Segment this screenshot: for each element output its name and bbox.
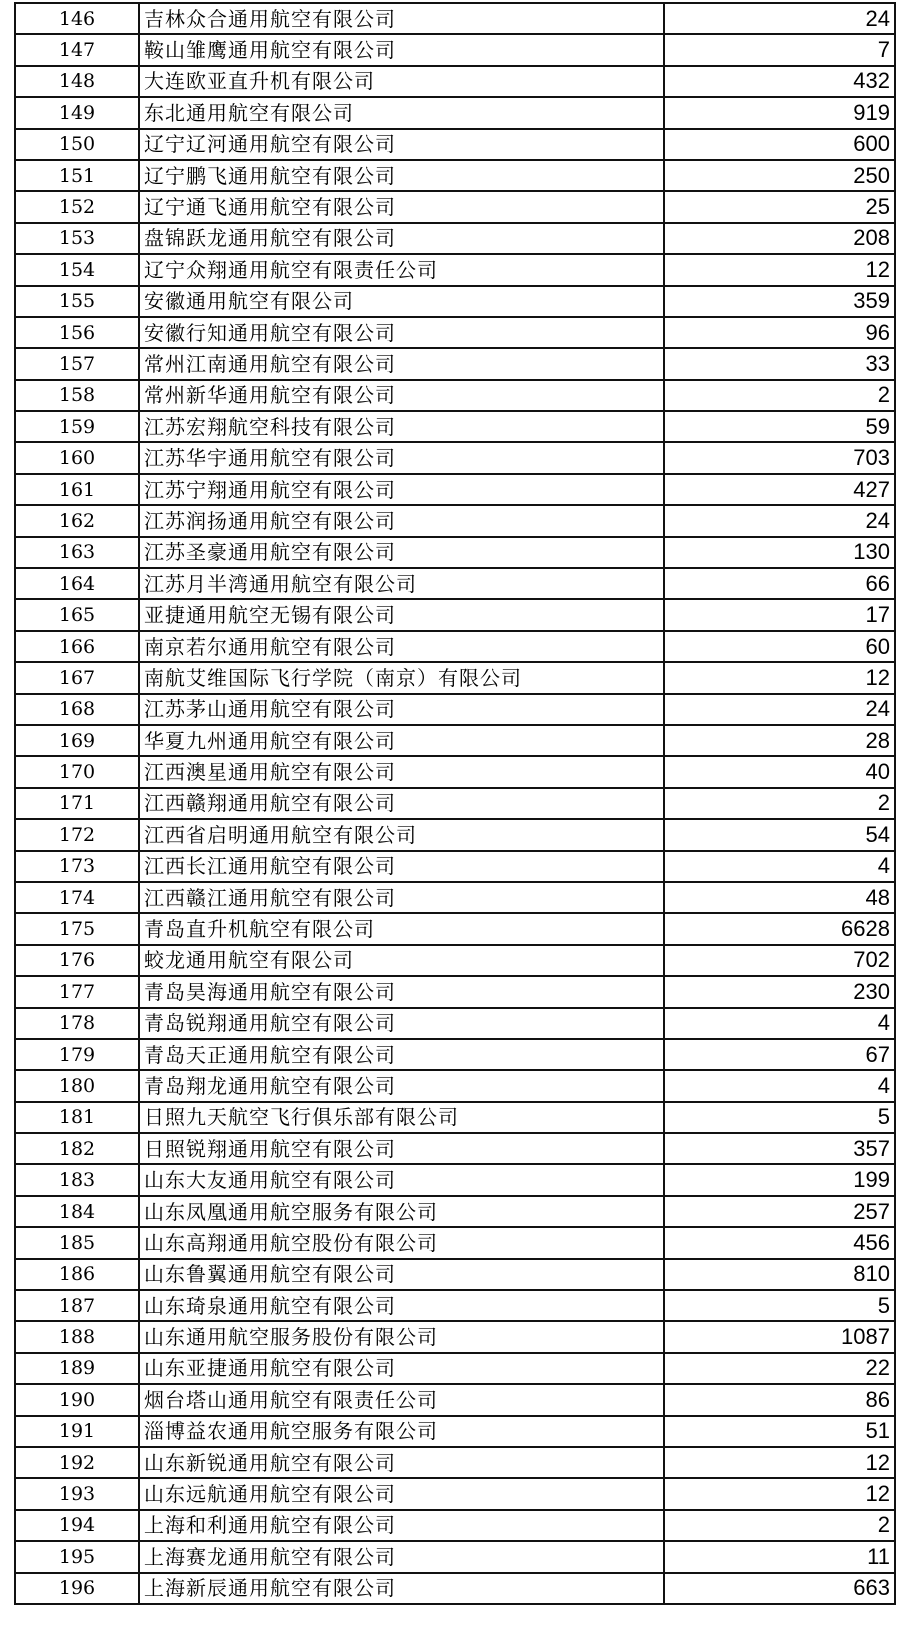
row-index-cell: 165 — [15, 599, 139, 630]
data-table — [14, 2, 896, 1605]
company-name-cell: 南京若尔通用航空有限公司 — [139, 631, 664, 662]
value-cell: 33 — [664, 348, 895, 379]
company-name-cell: 青岛直升机航空有限公司 — [139, 913, 664, 944]
row-index-cell: 186 — [15, 1259, 139, 1290]
table-row — [15, 1541, 895, 1572]
value-cell: 208 — [664, 223, 895, 254]
table-row — [15, 1447, 895, 1478]
row-index-cell: 166 — [15, 631, 139, 662]
company-name-cell: 江西省启明通用航空有限公司 — [139, 819, 664, 850]
company-name-cell: 安徽通用航空有限公司 — [139, 286, 664, 317]
value-cell: 432 — [664, 66, 895, 97]
value-cell: 12 — [664, 662, 895, 693]
row-index-cell: 190 — [15, 1384, 139, 1415]
company-name-cell: 江苏华宇通用航空有限公司 — [139, 442, 664, 473]
value-cell: 4 — [664, 1008, 895, 1039]
company-name-cell: 江西澳星通用航空有限公司 — [139, 756, 664, 787]
company-name-cell: 山东高翔通用航空股份有限公司 — [139, 1227, 664, 1258]
value-cell: 24 — [664, 694, 895, 725]
company-name-cell: 辽宁通飞通用航空有限公司 — [139, 191, 664, 222]
table-row — [15, 537, 895, 568]
company-name-cell: 上海新辰通用航空有限公司 — [139, 1573, 664, 1604]
row-index-cell: 149 — [15, 97, 139, 128]
company-name-cell: 山东琦泉通用航空有限公司 — [139, 1290, 664, 1321]
table-row — [15, 1290, 895, 1321]
value-cell: 51 — [664, 1416, 895, 1447]
table-row — [15, 913, 895, 944]
row-index-cell: 180 — [15, 1070, 139, 1101]
company-name-cell: 江苏宏翔航空科技有限公司 — [139, 411, 664, 442]
value-cell: 5 — [664, 1102, 895, 1133]
table-row — [15, 34, 895, 65]
company-name-cell: 山东凤凰通用航空服务有限公司 — [139, 1196, 664, 1227]
company-name-cell: 青岛翔龙通用航空有限公司 — [139, 1070, 664, 1101]
company-name-cell: 辽宁鹏飞通用航空有限公司 — [139, 160, 664, 191]
company-name-cell: 常州江南通用航空有限公司 — [139, 348, 664, 379]
company-name-cell: 青岛天正通用航空有限公司 — [139, 1039, 664, 1070]
row-index-cell: 174 — [15, 882, 139, 913]
row-index-cell: 168 — [15, 694, 139, 725]
table-row — [15, 66, 895, 97]
row-index-cell: 150 — [15, 129, 139, 160]
table-row — [15, 1321, 895, 1352]
value-cell: 96 — [664, 317, 895, 348]
row-index-cell: 156 — [15, 317, 139, 348]
value-cell: 12 — [664, 1447, 895, 1478]
company-name-cell: 江苏圣豪通用航空有限公司 — [139, 537, 664, 568]
table-row — [15, 223, 895, 254]
company-name-cell: 烟台塔山通用航空有限责任公司 — [139, 1384, 664, 1415]
row-index-cell: 147 — [15, 34, 139, 65]
company-name-cell: 青岛锐翔通用航空有限公司 — [139, 1008, 664, 1039]
company-name-cell: 盘锦跃龙通用航空有限公司 — [139, 223, 664, 254]
table-row — [15, 1070, 895, 1101]
value-cell: 24 — [664, 3, 895, 34]
company-name-cell: 山东通用航空服务股份有限公司 — [139, 1321, 664, 1352]
table-row — [15, 191, 895, 222]
table-row — [15, 1259, 895, 1290]
value-cell: 357 — [664, 1133, 895, 1164]
row-index-cell: 192 — [15, 1447, 139, 1478]
company-name-cell: 常州新华通用航空有限公司 — [139, 380, 664, 411]
value-cell: 40 — [664, 756, 895, 787]
company-name-cell: 山东亚捷通用航空有限公司 — [139, 1353, 664, 1384]
company-name-cell: 南航艾维国际飞行学院（南京）有限公司 — [139, 662, 664, 693]
value-cell: 2 — [664, 788, 895, 819]
row-index-cell: 191 — [15, 1416, 139, 1447]
table-row — [15, 3, 895, 34]
row-index-cell: 173 — [15, 851, 139, 882]
table-row — [15, 1478, 895, 1509]
table-row — [15, 1227, 895, 1258]
table-row — [15, 317, 895, 348]
row-index-cell: 188 — [15, 1321, 139, 1352]
company-name-cell: 淄博益农通用航空服务有限公司 — [139, 1416, 664, 1447]
row-index-cell: 172 — [15, 819, 139, 850]
table-row — [15, 945, 895, 976]
row-index-cell: 161 — [15, 474, 139, 505]
table-row — [15, 348, 895, 379]
table-row — [15, 1164, 895, 1195]
table-row — [15, 1416, 895, 1447]
table-row — [15, 1510, 895, 1541]
table-row — [15, 160, 895, 191]
value-cell: 810 — [664, 1259, 895, 1290]
value-cell: 702 — [664, 945, 895, 976]
row-index-cell: 154 — [15, 254, 139, 285]
company-name-cell: 江苏月半湾通用航空有限公司 — [139, 568, 664, 599]
table-row — [15, 286, 895, 317]
value-cell: 67 — [664, 1039, 895, 1070]
table-row — [15, 1102, 895, 1133]
company-name-cell: 蛟龙通用航空有限公司 — [139, 945, 664, 976]
company-name-cell: 大连欧亚直升机有限公司 — [139, 66, 664, 97]
value-cell: 427 — [664, 474, 895, 505]
company-name-cell: 鞍山雏鹰通用航空有限公司 — [139, 34, 664, 65]
value-cell: 6628 — [664, 913, 895, 944]
value-cell: 48 — [664, 882, 895, 913]
value-cell: 600 — [664, 129, 895, 160]
value-cell: 230 — [664, 976, 895, 1007]
row-index-cell: 193 — [15, 1478, 139, 1509]
value-cell: 199 — [664, 1164, 895, 1195]
company-name-cell: 江苏宁翔通用航空有限公司 — [139, 474, 664, 505]
value-cell: 663 — [664, 1573, 895, 1604]
row-index-cell: 189 — [15, 1353, 139, 1384]
row-index-cell: 153 — [15, 223, 139, 254]
value-cell: 2 — [664, 380, 895, 411]
value-cell: 86 — [664, 1384, 895, 1415]
company-name-cell: 安徽行知通用航空有限公司 — [139, 317, 664, 348]
row-index-cell: 146 — [15, 3, 139, 34]
table-row — [15, 568, 895, 599]
table-row — [15, 725, 895, 756]
company-name-cell: 江西赣江通用航空有限公司 — [139, 882, 664, 913]
value-cell: 11 — [664, 1541, 895, 1572]
row-index-cell: 185 — [15, 1227, 139, 1258]
table-row — [15, 631, 895, 662]
table-row — [15, 694, 895, 725]
value-cell: 66 — [664, 568, 895, 599]
row-index-cell: 171 — [15, 788, 139, 819]
value-cell: 250 — [664, 160, 895, 191]
row-index-cell: 182 — [15, 1133, 139, 1164]
company-name-cell: 上海赛龙通用航空有限公司 — [139, 1541, 664, 1572]
company-name-cell: 青岛昊海通用航空有限公司 — [139, 976, 664, 1007]
company-name-cell: 上海和利通用航空有限公司 — [139, 1510, 664, 1541]
table-row — [15, 1573, 895, 1604]
value-cell: 130 — [664, 537, 895, 568]
value-cell: 703 — [664, 442, 895, 473]
value-cell: 59 — [664, 411, 895, 442]
table-row — [15, 851, 895, 882]
row-index-cell: 169 — [15, 725, 139, 756]
value-cell: 2 — [664, 1510, 895, 1541]
table-row — [15, 1133, 895, 1164]
row-index-cell: 160 — [15, 442, 139, 473]
company-name-cell: 江苏茅山通用航空有限公司 — [139, 694, 664, 725]
table-row — [15, 380, 895, 411]
row-index-cell: 176 — [15, 945, 139, 976]
value-cell: 359 — [664, 286, 895, 317]
company-name-cell: 山东新锐通用航空有限公司 — [139, 1447, 664, 1478]
value-cell: 4 — [664, 851, 895, 882]
table-row — [15, 1353, 895, 1384]
row-index-cell: 164 — [15, 568, 139, 599]
row-index-cell: 170 — [15, 756, 139, 787]
value-cell: 17 — [664, 599, 895, 630]
value-cell: 456 — [664, 1227, 895, 1258]
table-row — [15, 788, 895, 819]
table-row — [15, 1196, 895, 1227]
value-cell: 257 — [664, 1196, 895, 1227]
company-name-cell: 日照九天航空飞行俱乐部有限公司 — [139, 1102, 664, 1133]
table-row — [15, 819, 895, 850]
value-cell: 12 — [664, 254, 895, 285]
value-cell: 24 — [664, 505, 895, 536]
table-row — [15, 129, 895, 160]
value-cell: 5 — [664, 1290, 895, 1321]
table-row — [15, 505, 895, 536]
company-name-cell: 东北通用航空有限公司 — [139, 97, 664, 128]
table-row — [15, 1384, 895, 1415]
row-index-cell: 187 — [15, 1290, 139, 1321]
company-name-cell: 江苏润扬通用航空有限公司 — [139, 505, 664, 536]
row-index-cell: 179 — [15, 1039, 139, 1070]
table-row — [15, 756, 895, 787]
table-row — [15, 411, 895, 442]
table-row — [15, 976, 895, 1007]
table-row — [15, 474, 895, 505]
value-cell: 54 — [664, 819, 895, 850]
value-cell: 25 — [664, 191, 895, 222]
row-index-cell: 158 — [15, 380, 139, 411]
row-index-cell: 181 — [15, 1102, 139, 1133]
row-index-cell: 159 — [15, 411, 139, 442]
company-name-cell: 江西长江通用航空有限公司 — [139, 851, 664, 882]
company-name-cell: 山东大友通用航空有限公司 — [139, 1164, 664, 1195]
value-cell: 7 — [664, 34, 895, 65]
table-row — [15, 882, 895, 913]
table-row — [15, 599, 895, 630]
company-name-cell: 山东鲁翼通用航空有限公司 — [139, 1259, 664, 1290]
company-name-cell: 山东远航通用航空有限公司 — [139, 1478, 664, 1509]
company-name-cell: 江西赣翔通用航空有限公司 — [139, 788, 664, 819]
row-index-cell: 155 — [15, 286, 139, 317]
row-index-cell: 175 — [15, 913, 139, 944]
table-body — [15, 3, 895, 1604]
value-cell: 1087 — [664, 1321, 895, 1352]
table-row — [15, 442, 895, 473]
company-name-cell: 华夏九州通用航空有限公司 — [139, 725, 664, 756]
row-index-cell: 195 — [15, 1541, 139, 1572]
value-cell: 28 — [664, 725, 895, 756]
row-index-cell: 163 — [15, 537, 139, 568]
row-index-cell: 148 — [15, 66, 139, 97]
table-row — [15, 1008, 895, 1039]
table-row — [15, 662, 895, 693]
value-cell: 60 — [664, 631, 895, 662]
value-cell: 919 — [664, 97, 895, 128]
company-name-cell: 日照锐翔通用航空有限公司 — [139, 1133, 664, 1164]
row-index-cell: 183 — [15, 1164, 139, 1195]
table-row — [15, 97, 895, 128]
row-index-cell: 152 — [15, 191, 139, 222]
table-row — [15, 1039, 895, 1070]
company-name-cell: 辽宁众翔通用航空有限责任公司 — [139, 254, 664, 285]
data-table-container — [14, 2, 894, 1605]
company-name-cell: 辽宁辽河通用航空有限公司 — [139, 129, 664, 160]
row-index-cell: 196 — [15, 1573, 139, 1604]
table-row — [15, 254, 895, 285]
row-index-cell: 178 — [15, 1008, 139, 1039]
row-index-cell: 151 — [15, 160, 139, 191]
row-index-cell: 194 — [15, 1510, 139, 1541]
row-index-cell: 167 — [15, 662, 139, 693]
row-index-cell: 177 — [15, 976, 139, 1007]
company-name-cell: 吉林众合通用航空有限公司 — [139, 3, 664, 34]
row-index-cell: 157 — [15, 348, 139, 379]
value-cell: 4 — [664, 1070, 895, 1101]
company-name-cell: 亚捷通用航空无锡有限公司 — [139, 599, 664, 630]
value-cell: 22 — [664, 1353, 895, 1384]
value-cell: 12 — [664, 1478, 895, 1509]
row-index-cell: 162 — [15, 505, 139, 536]
row-index-cell: 184 — [15, 1196, 139, 1227]
